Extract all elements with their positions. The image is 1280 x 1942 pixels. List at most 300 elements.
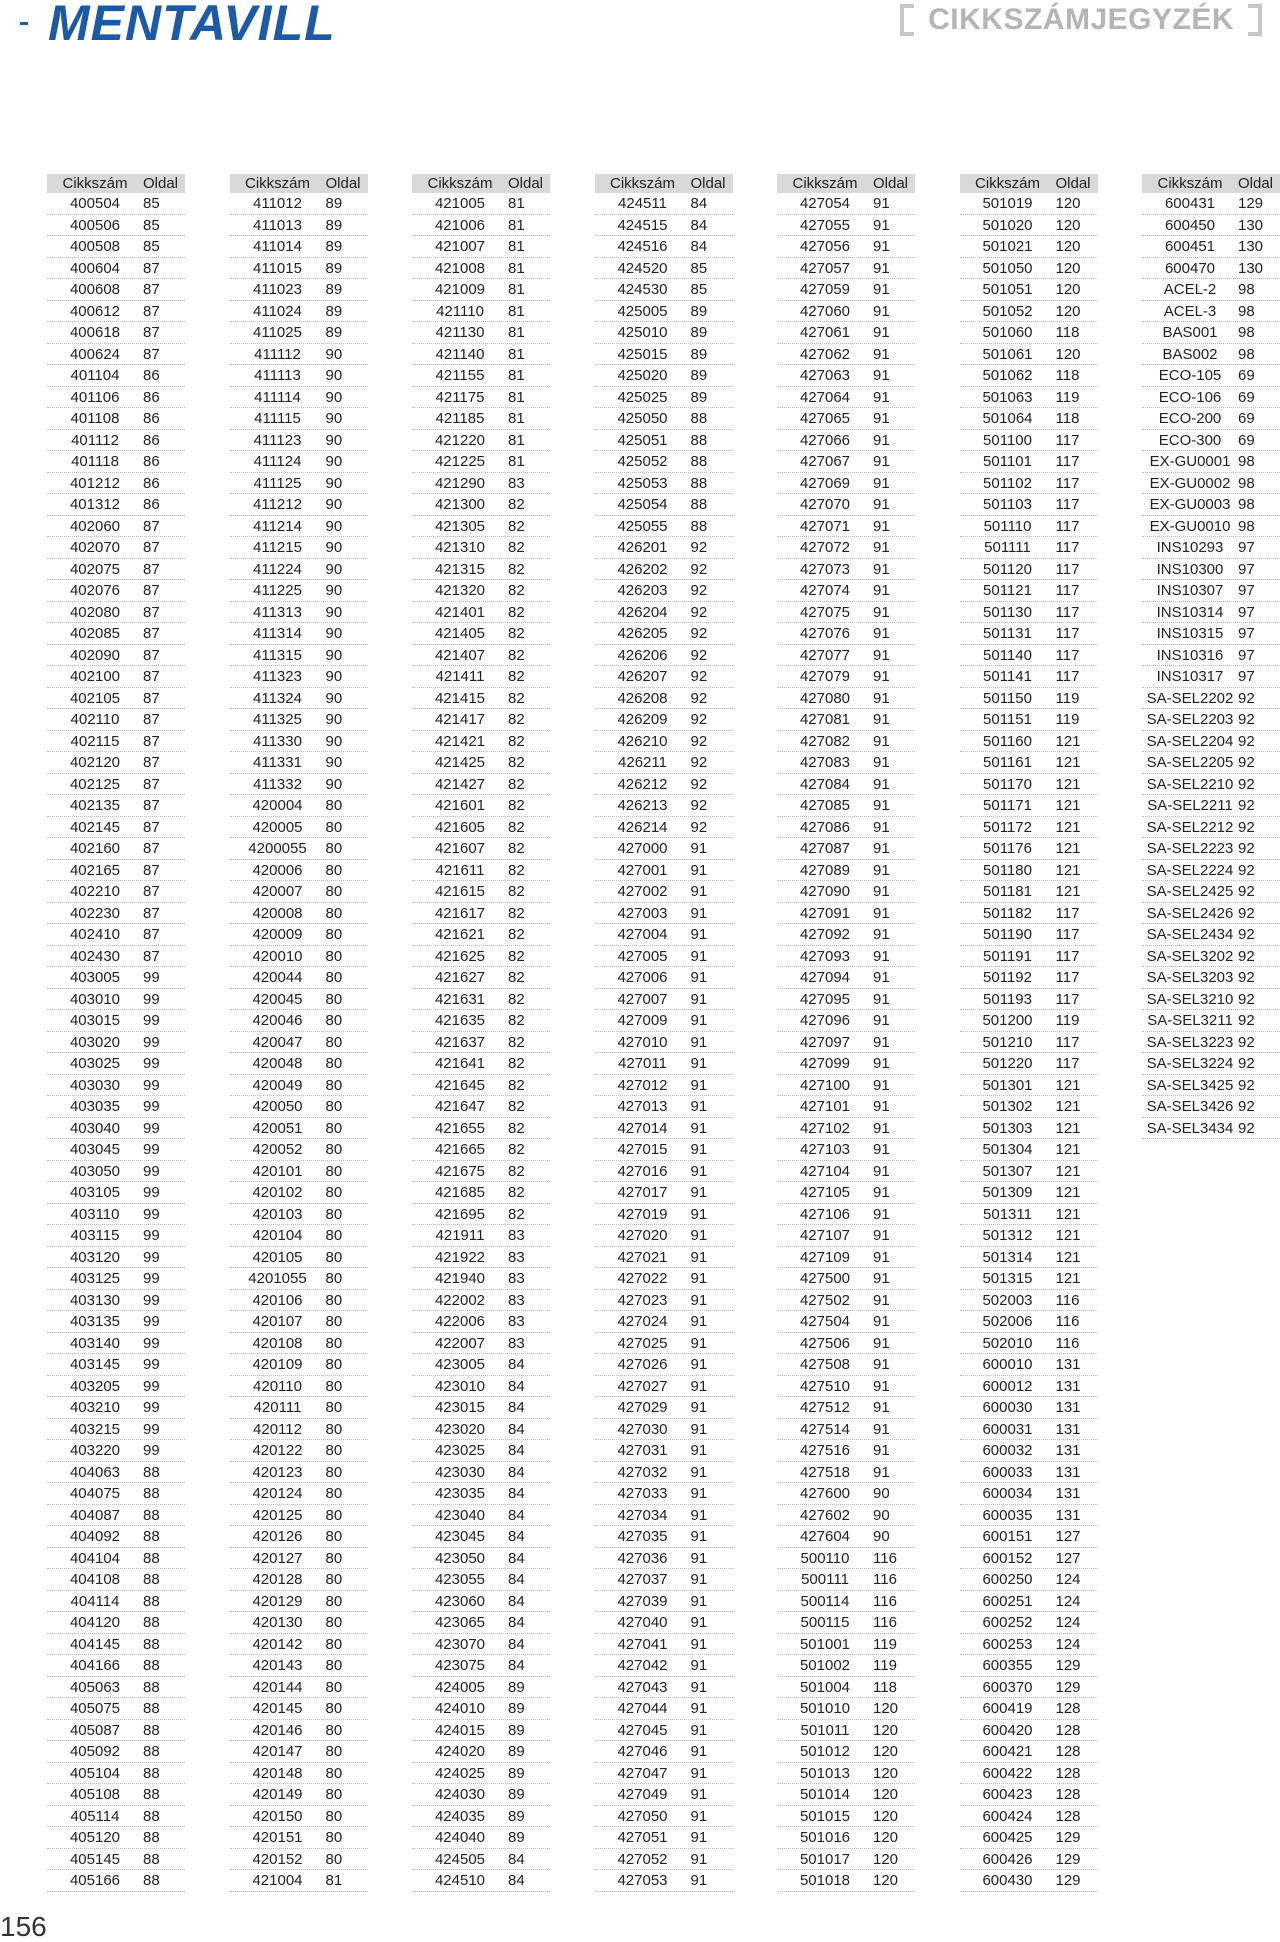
article-code: 403145 <box>69 1356 121 1373</box>
table-row <box>230 752 368 774</box>
article-code: 421611 <box>435 861 485 879</box>
article-code: 403005 <box>69 969 121 986</box>
table-row <box>777 1397 915 1419</box>
article-code: 502003 <box>982 1291 1033 1309</box>
table-row <box>777 1741 915 1763</box>
page-ref: 92 <box>690 775 708 793</box>
article-code: 427041 <box>617 1635 668 1653</box>
table-row <box>230 1720 368 1742</box>
table-row <box>412 688 550 710</box>
page-ref: 87 <box>143 345 160 363</box>
page-ref: 118 <box>1055 324 1080 341</box>
table-row <box>47 1354 185 1376</box>
table-row <box>47 1053 185 1075</box>
article-code: 425020 <box>617 367 668 384</box>
table-row <box>47 387 185 409</box>
article-code: 501171 <box>983 797 1032 814</box>
page-ref: 119 <box>873 1657 897 1674</box>
article-code: 427072 <box>799 539 851 556</box>
table-row <box>595 1010 733 1032</box>
page-ref: 91 <box>690 1850 708 1868</box>
page-ref: 91 <box>873 646 890 664</box>
table-row <box>230 322 368 344</box>
table-row <box>230 1505 368 1527</box>
page-ref: 80 <box>325 1506 343 1524</box>
page-ref: 91 <box>690 1549 708 1567</box>
article-code: 421405 <box>434 625 486 642</box>
article-code: 427095 <box>799 990 851 1008</box>
table-row <box>595 666 733 688</box>
page-ref: 82 <box>508 646 525 664</box>
page-ref: 129 <box>1055 1678 1081 1696</box>
article-code: 501170 <box>983 775 1032 793</box>
table-row <box>960 1096 1098 1118</box>
header-code: Cikkszám <box>244 175 310 192</box>
article-code: 501130 <box>983 603 1032 621</box>
article-code: SA-SEL2212 <box>1146 818 1234 836</box>
page-ref: 87 <box>143 603 160 621</box>
article-code: 501160 <box>983 732 1032 750</box>
page-ref: 92 <box>1238 861 1255 879</box>
article-code: SA-SEL3211 <box>1147 1012 1233 1029</box>
table-row <box>595 1526 733 1548</box>
page-ref: 92 <box>690 646 708 664</box>
article-code: 421185 <box>435 410 485 427</box>
table-row <box>230 258 368 280</box>
table-row <box>960 408 1098 430</box>
page-ref: 90 <box>325 646 343 664</box>
article-code: 403220 <box>69 1442 121 1459</box>
column-header <box>230 174 368 193</box>
page-ref: 120 <box>1055 281 1081 298</box>
table-row <box>47 236 185 258</box>
article-code: 427017 <box>617 1184 668 1201</box>
page-ref: 80 <box>325 1549 343 1567</box>
page-ref: 130 <box>1238 259 1264 277</box>
page-ref: 85 <box>690 281 708 298</box>
table-row <box>230 1096 368 1118</box>
page-ref: 82 <box>508 625 525 642</box>
page-ref: 80 <box>325 1614 343 1631</box>
table-row <box>230 1569 368 1591</box>
bracket-left-decoration <box>900 4 914 36</box>
article-code: 427077 <box>799 646 851 664</box>
table-row <box>412 1827 550 1849</box>
table-row <box>595 903 733 925</box>
table-row <box>960 1483 1098 1505</box>
article-code: 501309 <box>982 1184 1033 1201</box>
article-code: 405087 <box>69 1721 121 1739</box>
article-code: 501064 <box>982 410 1033 427</box>
table-row <box>960 1139 1098 1161</box>
page-ref: 82 <box>508 840 525 857</box>
article-code: 501063 <box>982 388 1033 406</box>
table-row <box>412 1118 550 1140</box>
article-code: 600451 <box>1164 238 1216 255</box>
table-row <box>595 752 733 774</box>
article-code: 427514 <box>799 1420 851 1438</box>
article-code: 427063 <box>799 367 851 384</box>
article-code: 600151 <box>982 1528 1033 1545</box>
page-ref: 121 <box>1055 818 1081 836</box>
table-row <box>960 1290 1098 1312</box>
article-code: 501193 <box>983 990 1032 1008</box>
table-row <box>595 1720 733 1742</box>
article-code: 427016 <box>617 1162 668 1180</box>
article-code: 501110 <box>983 517 1032 535</box>
page-ref: 82 <box>508 1055 525 1072</box>
page-ref: 92 <box>1238 711 1255 728</box>
page-ref: 91 <box>690 1033 708 1051</box>
page-ref: 84 <box>690 195 708 212</box>
table-row <box>777 1720 915 1742</box>
article-code: 411015 <box>253 259 302 277</box>
page-ref: 117 <box>1055 517 1080 535</box>
article-code: 424025 <box>434 1764 486 1782</box>
article-code: 403040 <box>69 1119 121 1137</box>
table-row <box>960 1204 1098 1226</box>
table-row <box>960 1741 1098 1763</box>
table-row <box>47 279 185 301</box>
article-code: 427025 <box>617 1334 668 1352</box>
page-ref: 121 <box>1055 797 1081 814</box>
page-ref: 89 <box>508 1764 525 1782</box>
article-code: INS10293 <box>1156 539 1224 556</box>
table-row <box>230 580 368 602</box>
page-ref: 88 <box>143 1463 160 1481</box>
table-row <box>960 301 1098 323</box>
article-code: 411123 <box>253 431 302 449</box>
article-code: 421140 <box>435 345 485 363</box>
article-code: 501051 <box>982 281 1033 298</box>
article-code: 420112 <box>253 1420 302 1438</box>
table-row <box>595 838 733 860</box>
page-ref: 91 <box>690 1506 708 1524</box>
table-row <box>595 1354 733 1376</box>
article-code: 420142 <box>252 1635 303 1653</box>
page-ref: 82 <box>508 603 525 621</box>
page-ref: 117 <box>1055 625 1080 642</box>
table-row <box>595 473 733 495</box>
page-ref: 82 <box>508 818 525 836</box>
article-code: 501060 <box>982 324 1033 341</box>
page-ref: 80 <box>325 1829 343 1846</box>
table-row <box>777 1763 915 1785</box>
page-ref: 121 <box>1055 840 1081 857</box>
article-code: 402100 <box>69 668 121 685</box>
table-row <box>777 1161 915 1183</box>
table-row <box>412 709 550 731</box>
article-code: 427020 <box>617 1227 668 1244</box>
table-row <box>960 709 1098 731</box>
article-code: 401106 <box>70 388 120 406</box>
page-ref: 80 <box>325 926 343 943</box>
table-row <box>47 795 185 817</box>
table-row <box>47 580 185 602</box>
article-code: 501301 <box>982 1076 1033 1094</box>
page-ref: 89 <box>325 281 343 298</box>
article-code: 403115 <box>70 1227 120 1244</box>
table-row <box>595 1053 733 1075</box>
table-row <box>777 1182 915 1204</box>
table-row <box>47 365 185 387</box>
page-ref: 88 <box>690 474 708 492</box>
page-ref: 69 <box>1238 431 1255 449</box>
page-ref: 91 <box>690 1463 708 1481</box>
table-row <box>960 774 1098 796</box>
page-ref: 88 <box>143 1700 160 1717</box>
table-row <box>230 1698 368 1720</box>
page-ref: 80 <box>325 818 343 836</box>
article-code: 420050 <box>252 1098 303 1115</box>
article-code: 427033 <box>617 1485 668 1502</box>
article-code: 411313 <box>253 603 302 621</box>
page-ref: 88 <box>690 453 708 470</box>
table-row <box>412 838 550 860</box>
article-code: 401108 <box>70 410 120 427</box>
page-ref: 80 <box>325 1807 343 1825</box>
page-ref: 97 <box>1238 646 1255 664</box>
page-ref: 82 <box>508 797 525 814</box>
table-row <box>1142 709 1280 731</box>
index-column <box>1142 174 1280 1139</box>
article-code: 421110 <box>436 302 484 320</box>
page-ref: 99 <box>143 1055 160 1072</box>
table-row <box>230 881 368 903</box>
page-ref: 117 <box>1055 1033 1080 1051</box>
article-code: 420124 <box>252 1485 303 1502</box>
header-code: Cikkszám <box>427 175 493 192</box>
table-row <box>230 1311 368 1333</box>
article-code: 420144 <box>252 1678 303 1696</box>
page-ref: 88 <box>690 431 708 449</box>
table-row <box>412 344 550 366</box>
page-ref: 82 <box>508 582 525 599</box>
page-ref: 130 <box>1238 238 1264 255</box>
page-title: CIKKSZÁMJEGYZÉK <box>928 3 1234 36</box>
page-ref: 90 <box>325 732 343 750</box>
article-code: 600355 <box>982 1657 1033 1674</box>
page-ref: 91 <box>873 840 890 857</box>
table-row <box>595 430 733 452</box>
table-row <box>47 1139 185 1161</box>
table-row <box>960 193 1098 215</box>
article-code: 402125 <box>69 775 121 793</box>
table-row <box>595 1870 733 1892</box>
header-page: Oldal <box>1238 175 1274 192</box>
table-row <box>777 774 915 796</box>
table-row <box>960 1075 1098 1097</box>
page-ref: 91 <box>690 1162 708 1180</box>
article-code: 405075 <box>69 1700 121 1717</box>
article-code: 427013 <box>617 1098 668 1115</box>
article-code: 501311 <box>983 1205 1032 1223</box>
page-ref: 91 <box>873 1184 890 1201</box>
article-code: 411332 <box>253 775 302 793</box>
header-page: Oldal <box>325 175 361 192</box>
table-row <box>960 838 1098 860</box>
article-code: 427106 <box>799 1205 851 1223</box>
page-ref: 91 <box>690 1571 708 1588</box>
page-ref: 117 <box>1055 1055 1080 1072</box>
article-code: 501182 <box>983 904 1032 922</box>
table-row <box>960 688 1098 710</box>
table-row <box>777 1075 915 1097</box>
page-ref: 91 <box>690 1119 708 1137</box>
article-code: ACEL-3 <box>1163 302 1217 320</box>
page-ref: 82 <box>508 1098 525 1115</box>
table-row <box>595 1225 733 1247</box>
table-row <box>47 602 185 624</box>
page-ref: 97 <box>1238 539 1255 556</box>
article-code: 427036 <box>617 1549 668 1567</box>
page-ref: 98 <box>1238 496 1255 513</box>
page-ref: 91 <box>690 1055 708 1072</box>
article-code: 421007 <box>434 238 486 255</box>
table-row <box>230 1440 368 1462</box>
table-row <box>1142 559 1280 581</box>
page-ref: 84 <box>508 1420 525 1438</box>
article-code: 421411 <box>435 668 485 685</box>
article-code: 424505 <box>434 1850 486 1868</box>
page-ref: 82 <box>508 689 525 707</box>
article-code: 427084 <box>799 775 851 793</box>
table-row <box>47 623 185 645</box>
article-code: 427107 <box>799 1227 851 1244</box>
table-row <box>1142 494 1280 516</box>
page-ref: 84 <box>508 1592 525 1610</box>
page-ref: 90 <box>325 689 343 707</box>
table-row <box>777 666 915 688</box>
article-code: 404114 <box>70 1592 120 1610</box>
table-row <box>595 215 733 237</box>
page-ref: 88 <box>143 1549 160 1567</box>
page-ref: 82 <box>508 711 525 728</box>
page-ref: 84 <box>508 1485 525 1502</box>
table-row <box>47 774 185 796</box>
page-ref: 86 <box>143 431 160 449</box>
article-code: 427052 <box>617 1850 668 1868</box>
table-row <box>47 215 185 237</box>
page-ref: 91 <box>873 410 890 427</box>
table-row <box>412 1440 550 1462</box>
article-code: 501220 <box>982 1055 1033 1072</box>
table-row <box>230 1548 368 1570</box>
article-code: SA-SEL3434 <box>1146 1119 1234 1137</box>
table-row <box>230 1741 368 1763</box>
page-ref: 87 <box>143 926 160 943</box>
article-code: 423060 <box>434 1592 486 1610</box>
page-ref: 92 <box>1238 1033 1255 1051</box>
table-row <box>1142 795 1280 817</box>
table-row <box>777 1118 915 1140</box>
article-code: SA-SEL2210 <box>1146 775 1234 793</box>
article-code: 423005 <box>434 1356 486 1373</box>
table-row <box>412 1526 550 1548</box>
table-row <box>595 924 733 946</box>
table-row <box>412 946 550 968</box>
table-row <box>412 301 550 323</box>
article-code: 403050 <box>69 1162 121 1180</box>
page-ref: 81 <box>508 302 525 320</box>
page-ref: 91 <box>873 517 890 535</box>
article-code: 427031 <box>617 1442 668 1459</box>
article-code: 427100 <box>799 1076 851 1094</box>
article-code: 404120 <box>69 1614 121 1631</box>
table-row <box>412 559 550 581</box>
table-row <box>1142 1010 1280 1032</box>
table-row <box>230 967 368 989</box>
article-code: 501314 <box>982 1248 1033 1266</box>
article-code: 420108 <box>252 1334 303 1352</box>
table-row <box>230 516 368 538</box>
page-ref: 91 <box>873 689 890 707</box>
table-row <box>47 1182 185 1204</box>
table-row <box>47 1397 185 1419</box>
page-ref: 80 <box>325 1786 343 1803</box>
table-row <box>230 430 368 452</box>
page-ref: 116 <box>873 1614 897 1631</box>
table-row <box>412 387 550 409</box>
table-row <box>230 408 368 430</box>
brand-logo: MENTAVILL <box>48 0 336 51</box>
table-row <box>230 559 368 581</box>
article-code: 402145 <box>69 818 121 836</box>
page-ref: 69 <box>1238 410 1255 427</box>
article-code: SA-SEL2203 <box>1146 711 1234 728</box>
article-code: 411013 <box>253 216 302 234</box>
page-ref: 91 <box>873 1463 890 1481</box>
article-code: 426213 <box>617 797 668 814</box>
article-code: 600419 <box>982 1700 1033 1717</box>
article-code: 427005 <box>617 947 668 965</box>
table-row <box>960 1010 1098 1032</box>
page-ref: 91 <box>873 1291 890 1309</box>
table-row <box>960 967 1098 989</box>
page-ref: 91 <box>690 1635 708 1653</box>
page-ref: 81 <box>508 345 525 363</box>
table-row <box>777 1096 915 1118</box>
table-row <box>960 279 1098 301</box>
page-ref: 121 <box>1055 754 1081 771</box>
page-ref: 87 <box>143 324 160 341</box>
article-code: 424520 <box>617 259 668 277</box>
page-ref: 90 <box>325 388 343 406</box>
table-row <box>960 1634 1098 1656</box>
table-row <box>595 881 733 903</box>
article-code: 426204 <box>617 603 668 621</box>
article-code: 422002 <box>434 1291 486 1309</box>
table-row <box>230 1591 368 1613</box>
page-ref: 98 <box>1238 453 1255 470</box>
page-ref: 82 <box>508 1205 525 1223</box>
page-ref: 89 <box>508 1743 525 1760</box>
page-ref: 92 <box>690 668 708 685</box>
article-code: 411214 <box>253 517 302 535</box>
article-code: 501014 <box>799 1786 851 1803</box>
page-ref: 80 <box>325 1248 343 1266</box>
page-ref: 120 <box>873 1786 899 1803</box>
article-code: 600030 <box>982 1399 1033 1416</box>
article-code: 427006 <box>617 969 668 986</box>
table-row <box>595 387 733 409</box>
table-row <box>230 1032 368 1054</box>
table-row <box>960 258 1098 280</box>
article-code: SA-SEL2224 <box>1146 861 1234 879</box>
table-row <box>777 709 915 731</box>
table-row <box>777 1204 915 1226</box>
article-code: 402210 <box>69 883 121 900</box>
